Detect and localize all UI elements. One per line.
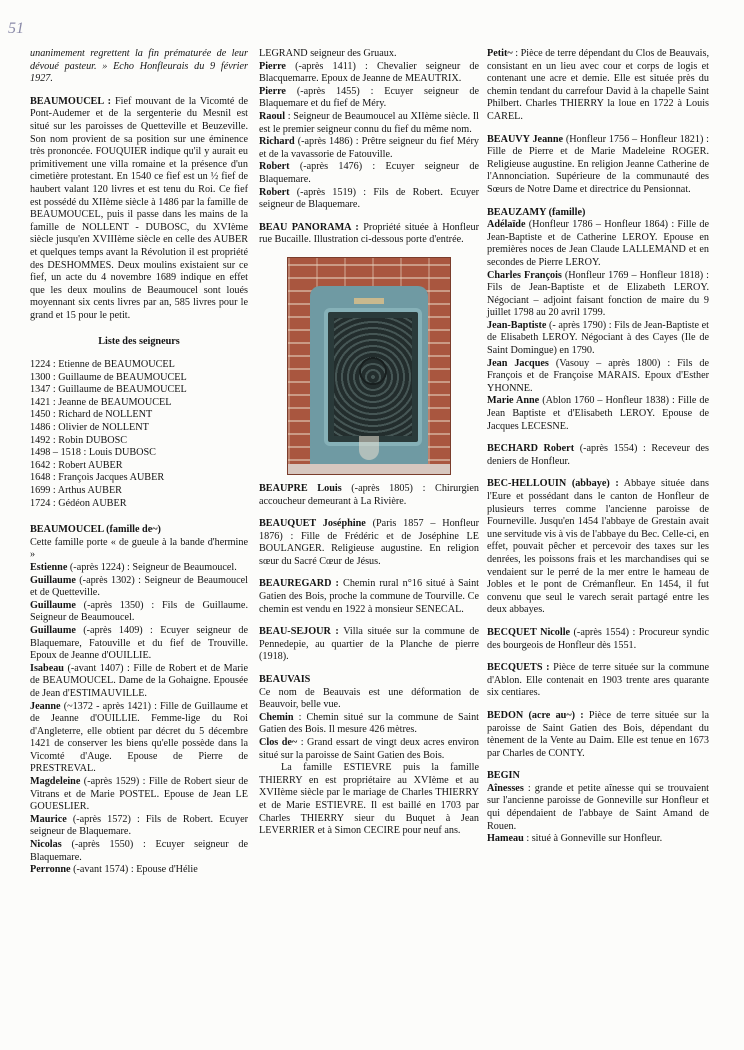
- door-plate: [354, 298, 384, 304]
- entry-name: Raoul: [259, 110, 286, 122]
- entry-name: Perronne: [30, 864, 71, 876]
- entry-heading: BEAUMOUCEL :: [30, 95, 111, 107]
- entry-text: (-après 1554) : Procureur syndic des bourgeois de Honfleur dès 1551.: [487, 626, 709, 651]
- entry-name: Jean-Baptiste: [487, 319, 547, 331]
- family-member: [259, 136, 479, 161]
- list-item: 1300 : Guillaume de BEAUMOUCEL: [30, 371, 187, 383]
- family-member: [30, 864, 248, 877]
- entry-name: Adélaïde: [487, 219, 526, 231]
- entry-text: (-après 1455) : Ecuyer seigneur de Blaquemare et du fief de Méry.: [259, 85, 480, 110]
- list-item: 1492 : Robin DUBOSC: [30, 434, 128, 446]
- entries-list: [259, 483, 479, 664]
- entry-name: Charles François: [487, 269, 562, 281]
- entry-text: (-après 1572) : Fils de Robert. Ecuyer seigneur de Blaquemare.: [30, 813, 249, 838]
- entry-heading: BEAUVY Jeanne: [487, 133, 564, 145]
- entry-name: Guillaume: [30, 624, 76, 636]
- entry-text: : Pièce de terre dépendant du Clos de Beauvais, consistant en un lieu avec cour et corps de logis et contenant une acre et demie. Elle est située près du chemin tendant du carrefour David à la chapelle Saint Philbert. Charles THIERRY la loue en 1722 à Louis CAREL.: [487, 48, 710, 122]
- seigneurs-list: [30, 359, 248, 510]
- dictionary-entry: [487, 478, 709, 617]
- entry-continuation: LEGRAND seigneur des Gruaux.: [259, 48, 397, 59]
- column-middle: [259, 48, 479, 838]
- dictionary-entry: [259, 626, 479, 664]
- list-item: 1421 : Jeanne de BEAUMOUCEL: [30, 396, 172, 408]
- entry-heading: BEGIN: [487, 770, 520, 782]
- column-left: [30, 48, 248, 877]
- family-member: [30, 575, 248, 600]
- entry-text: (Honfleur 1769 – Honfleur 1818) : Fils de Jean-Baptiste et de Elizabeth LEROY. Négociant – adjoint faisant fonction de maire du 9 juillet 1798 au 20 avril 1799.: [487, 269, 709, 319]
- family-member: [30, 701, 248, 777]
- begin-item: [487, 833, 709, 846]
- entry-petit: [487, 48, 709, 124]
- dictionary-entry: [259, 578, 479, 616]
- dictionary-entry: [487, 443, 709, 468]
- entry-name: Hameau: [487, 833, 524, 845]
- entry-name: Robert: [259, 186, 290, 198]
- list-item: 1642 : Robert AUBER: [30, 459, 123, 471]
- entry-heading: BEAU PANORAMA :: [259, 221, 359, 233]
- entry-beauvy: [487, 134, 709, 197]
- entry-text: : situé à Gonneville sur Honfleur.: [526, 833, 663, 845]
- entry-text: (-après 1224) : Seigneur de Beaumoucel.: [69, 561, 237, 573]
- entry-name: Isabeau: [30, 662, 64, 674]
- entry-text: Villa située sur la commune de Pennedepie, au quartier de la Planche de pierre (1918).: [259, 626, 479, 663]
- beauvais-item: [259, 712, 479, 737]
- entry-name: Richard: [259, 136, 295, 148]
- door-window: [324, 308, 422, 446]
- entry-heading: BECQUETS :: [487, 662, 550, 674]
- entry-name: Clos de~: [259, 737, 298, 748]
- family-member: [30, 839, 248, 864]
- list-item: 1699 : Arthus AUBER: [30, 485, 122, 496]
- entry-text: Ce nom de Beauvais est une déformation de Beauvoir, belle vue.: [259, 686, 479, 711]
- family-member: [259, 161, 479, 186]
- column-right: [487, 48, 709, 846]
- list-item: 1648 : François Jacques AUBER: [30, 472, 165, 484]
- entry-text: (- après 1790) : Fils de Jean-Baptiste et de Elisabeth LEROY. Négociant à des Cayes (Ile de Saint Domingue) en 1790.: [487, 319, 709, 357]
- entry-name: Marie Anne: [487, 395, 540, 407]
- beauvais-item: [259, 737, 479, 762]
- family-member: [259, 86, 479, 111]
- dictionary-entry: [487, 627, 709, 652]
- entry-name: Jeanne: [30, 700, 61, 712]
- dictionary-entry: [487, 662, 709, 700]
- entry-beau-panorama: [259, 222, 479, 247]
- entry-text: Pièce de terre située sur la commune d'Ablon. Elle contenait en 1903 trente ares quarante six centiares.: [487, 662, 710, 699]
- entry-text: : grande et petite aînesse qui se trouvaient sur l'ancienne paroisse de Gonneville sur Honfleur et qui dépendaient de l'abbaye de Saint Amand de Rouen.: [487, 782, 709, 832]
- entry-name: Chemin: [259, 711, 294, 723]
- entry-text: (Paris 1857 – Honfleur 1876) : Fille de Frédéric et de Joséphine LE BOULANGER. Religieuse augustine. En religion sœur du Sacré Cœur de Jésus.: [259, 518, 480, 567]
- entry-text: (-après 1486) : Prêtre seigneur du fief Méry et de la vavassorie de Fatouville.: [259, 136, 479, 160]
- entry-text: (-avant 1574) : Epouse d'Hélie: [73, 864, 198, 876]
- entry-text: (-après 1554) : Receveur des deniers de Honfleur.: [487, 443, 710, 467]
- family-member: [487, 395, 709, 433]
- entry-text: (-après 1550) : Ecuyer seigneur de Blaquemare.: [30, 839, 249, 863]
- entry-name: Nicolas: [30, 839, 62, 851]
- dictionary-entry: [259, 483, 479, 508]
- entry-heading: Petit~: [487, 48, 513, 59]
- entry-heading: BECQUET Nicolle: [487, 626, 571, 638]
- entry-name: Maurice: [30, 813, 67, 825]
- entry-heading: BEAUVAIS: [259, 674, 311, 686]
- family-member: [30, 600, 248, 625]
- dictionary-entry: [487, 710, 709, 760]
- members-list: [487, 219, 709, 433]
- entry-heading: BEAUREGARD :: [259, 578, 339, 590]
- begin-list: [487, 783, 709, 846]
- family-member: [487, 270, 709, 320]
- entry-heading: BEDON (acre au~) :: [487, 709, 584, 721]
- entry-text: (-avant 1407) : Fille de Robert et de Marie de BEAUMOUCEL. Dame de la Gohaigne. Epousée de Jean d'ESTIMAUVILLE.: [30, 662, 249, 699]
- entry-text: : Seigneur de Beaumoucel au XIIème siècle. Il est le premier seigneur connu du fief du même nom.: [259, 110, 480, 135]
- entry-text: (-après 1411) : Chevalier seigneur de Blacquemarre. Epoux de Jeanne de MEAUTRIX.: [259, 60, 480, 85]
- family-member: [259, 61, 479, 86]
- entry-heading: BEAU-SEJOUR :: [259, 626, 339, 638]
- entry-text: : Grand essart de vingt deux acres environ situé sur la paroisse de Saint Gatien des Bois.: [259, 737, 480, 761]
- family-member: [30, 814, 248, 839]
- entry-name: Pierre: [259, 85, 286, 97]
- list-item: 1724 : Gédéon AUBER: [30, 497, 127, 509]
- entry-text: (Honfleur 1786 – Honfleur 1864) : Fille de Jean-Baptiste et de Catherine LEROY. Epouse en premières noces de Jean Claude LALLEMAND et en secondes de Pierre LEROY.: [487, 219, 709, 268]
- entry-text: (-après 1302) : Seigneur de Beaumoucel et de Quetteville.: [30, 574, 249, 599]
- list-item: 1486 : Olivier de NOLLENT: [30, 422, 149, 434]
- entry-text: Abbaye située dans l'Eure et possédant dans le canton de Honfleur de plusieurs terres comme l'ancienne paroisse de Fourneville. Jusqu'en 1454 l'abbaye de Grestain avait une servitude vis à vis de l'abbaye du Bec. Celle-ci, en effet, pouvait pêcher et percevoir des taxes sur les denrées, les poissons frais et les marchandises qui se vendaient sur le perré de la mer entre le hameau de Jobles et le pont de Crémanfleur. En 1454, il fut convenu que seul le varech serait partagé entre les deux abbayes.: [487, 478, 709, 616]
- entry-heading: BEAUQUET Joséphine: [259, 518, 366, 530]
- entry-text: (-après 1350) : Fils de Guillaume. Seigneur de Beaumoucel.: [30, 599, 249, 624]
- family-member: [259, 111, 479, 136]
- entry-text: (-après 1529) : Fille de Robert sieur de Vitrans et de Marie POSTEL. Epouse de Jean LE GOUESLIER.: [30, 776, 248, 813]
- beauvais-list: [259, 712, 479, 762]
- entry-name: Guillaume: [30, 599, 76, 611]
- entry-text: Propriété située à Honfleur rue Bucaille. Illustration ci-dessous porte d'entrée.: [259, 221, 479, 246]
- family-member: [487, 320, 709, 358]
- entry-heading: BEAUZAMY (famille): [487, 206, 586, 218]
- door-photo: [287, 257, 451, 475]
- entry-name: Aînesses: [487, 782, 524, 794]
- list-item: 1347 : Guillaume de BEAUMOUCEL: [30, 384, 187, 396]
- door-step: [288, 464, 450, 474]
- entry-beaumoucel: [30, 96, 248, 323]
- entry-name: Guillaume: [30, 574, 76, 586]
- entry-text: Pièce de terre située sur la paroisse de Saint Gatien des Bois, dépendant du tènement de la Vente au Daim. Elle est tenue en 1673 par Charles de CONTY.: [487, 709, 709, 759]
- entry-heading: BEAUPRE Louis: [259, 482, 342, 494]
- entry-name: Pierre: [259, 60, 286, 72]
- list-item: 1224 : Etienne de BEAUMOUCEL: [30, 359, 175, 371]
- entry-text: (-après 1519) : Fils de Robert. Ecuyer seigneur de Blaquemare.: [259, 186, 479, 211]
- entry-heading: BEAUMOUCEL (famille de~): [30, 524, 161, 536]
- entry-text: (Vasouy – après 1800) : Fils de François et de Françoise MARAIS. Epoux d'Esther YHONNE.: [487, 357, 709, 394]
- entry-text: : Chemin situé sur la commune de Saint Gatien des Bois. Il mesure 426 mètres.: [259, 711, 479, 736]
- entry-text: (-après 1476) : Ecuyer seigneur de Blaquemare.: [259, 161, 479, 185]
- watermark-crest: [359, 436, 379, 460]
- dictionary-entry: [259, 518, 479, 568]
- list-title: Liste des seigneurs: [98, 336, 180, 348]
- entry-heading: BECHARD Robert: [487, 443, 575, 455]
- list-item: 1450 : Richard de NOLLENT: [30, 409, 153, 421]
- entry-text: (Ablon 1760 – Honfleur 1838) : Fille de Jean Baptiste et d'Elisabeth LEROY. Epouse de Jacques LECESNE.: [487, 395, 710, 432]
- list-item: 1498 – 1518 : Louis DUBOSC: [30, 447, 156, 459]
- entry-name: Jean Jacques: [487, 357, 549, 369]
- family-member: [30, 625, 248, 663]
- entry-name: Magdeleine: [30, 776, 81, 788]
- family-member: [487, 219, 709, 269]
- entry-text: (-après 1409) : Ecuyer seigneur de Blaquemare, Fatouville et du fief de Trouville. Epoux de Jeanne d'OUILLIE.: [30, 624, 249, 662]
- entry-text: Chemin rural n°16 situé à Saint Gatien des Bois, proche la commune de Tourville. Ce chemin est vendu en 1922 à monsieur SENECAL.: [259, 578, 479, 615]
- members-list: [30, 562, 248, 877]
- entry-text: Fief mouvant de la Vicomté de Pont-Audemer et de la sergenterie du Mesnil est situé sur les paroisses de Quetteville et Beuzeville. Son nom provient de sa position sur une éminence très prononcée. FOUQUIER indique qu'il y aurait eu primitivement une villa romaine et la présence d'un cimetière protestant. En 1540 ce fief est un ½ fief de haubert valant 120 livres et est tenu du Roi. Ce fief est possédé du XIIème siècle à 1486 par la famille de BEAUMOUCEL, puis il passe dans les mains de la famille de NOLLENT - DUBOSC, du XVIème siècle jusqu'en XVIIIème siècle en celle des AUBER et quelques temps avant la Révolution il est propriété des DESHOMMES. Deux moulins existaient sur ce fief, un acte du 4 novembre 1689 indique en effet que les deux moulins de Beaumoucel sont loués moyennant six cents livres par an, 585 livres pour le grand et 15 pour le petit.: [30, 95, 248, 321]
- family-member: [30, 776, 248, 814]
- entry-name: Robert: [259, 161, 290, 173]
- family-member: [30, 663, 248, 701]
- entry-heading: BEC-HELLOUIN (abbaye) :: [487, 478, 619, 490]
- famille-intro: Cette famille porte « de gueule à la bande d'hermine »: [30, 536, 248, 561]
- entry-text: (~1372 - après 1421) : Fille de Guillaume et de Jeanne d'OUILLIE. Femme-lige du Roi d'Angleterre, elle obtient par décret du 5 décembre 1421 de conserver les biens qu'elle possède dans la Vicomté d'Auge. Epouse de Pierre de PRESTREVAL.: [30, 700, 249, 775]
- intro-quote: unanimement regrettent la fin prématurée de leur dévoué pasteur. » Echo Honfleurais du 9 février 1927.: [30, 48, 248, 85]
- entry-text: (-après 1805) : Chirurgien accoucheur demeurant à La Rivière.: [259, 482, 479, 507]
- begin-item: [487, 783, 709, 833]
- family-member: [259, 187, 479, 212]
- iron-grille: [334, 318, 412, 436]
- entry-name: Estienne: [30, 561, 68, 573]
- family-member: [487, 358, 709, 396]
- members-list: [259, 61, 479, 212]
- entry-text: (Honfleur 1756 – Honfleur 1821) : Fille de Pierre et de Marie Madeleine ROGER. Religieuse augustine. En religion Jeanne Catherine de l'Annonciation. Supérieure de la communauté des Sœurs de Notre Dame et directrice du Pensionnat.: [487, 133, 709, 195]
- family-member: [30, 562, 248, 575]
- entries-list: [487, 443, 709, 760]
- page-mark: 51: [8, 20, 24, 37]
- entry-text: La famille ESTIEVRE puis la famille THIERRY en est propriétaire au XVIème et au XVIIème siècle par le mariage de Charles THIERRY et de Marie ESTIEVRE. Il est baillé en 1703 par Charles THIERRY sieur du Buquet à Jean LEVERRIER et à Simon CECIRE pour neuf ans.: [259, 762, 479, 837]
